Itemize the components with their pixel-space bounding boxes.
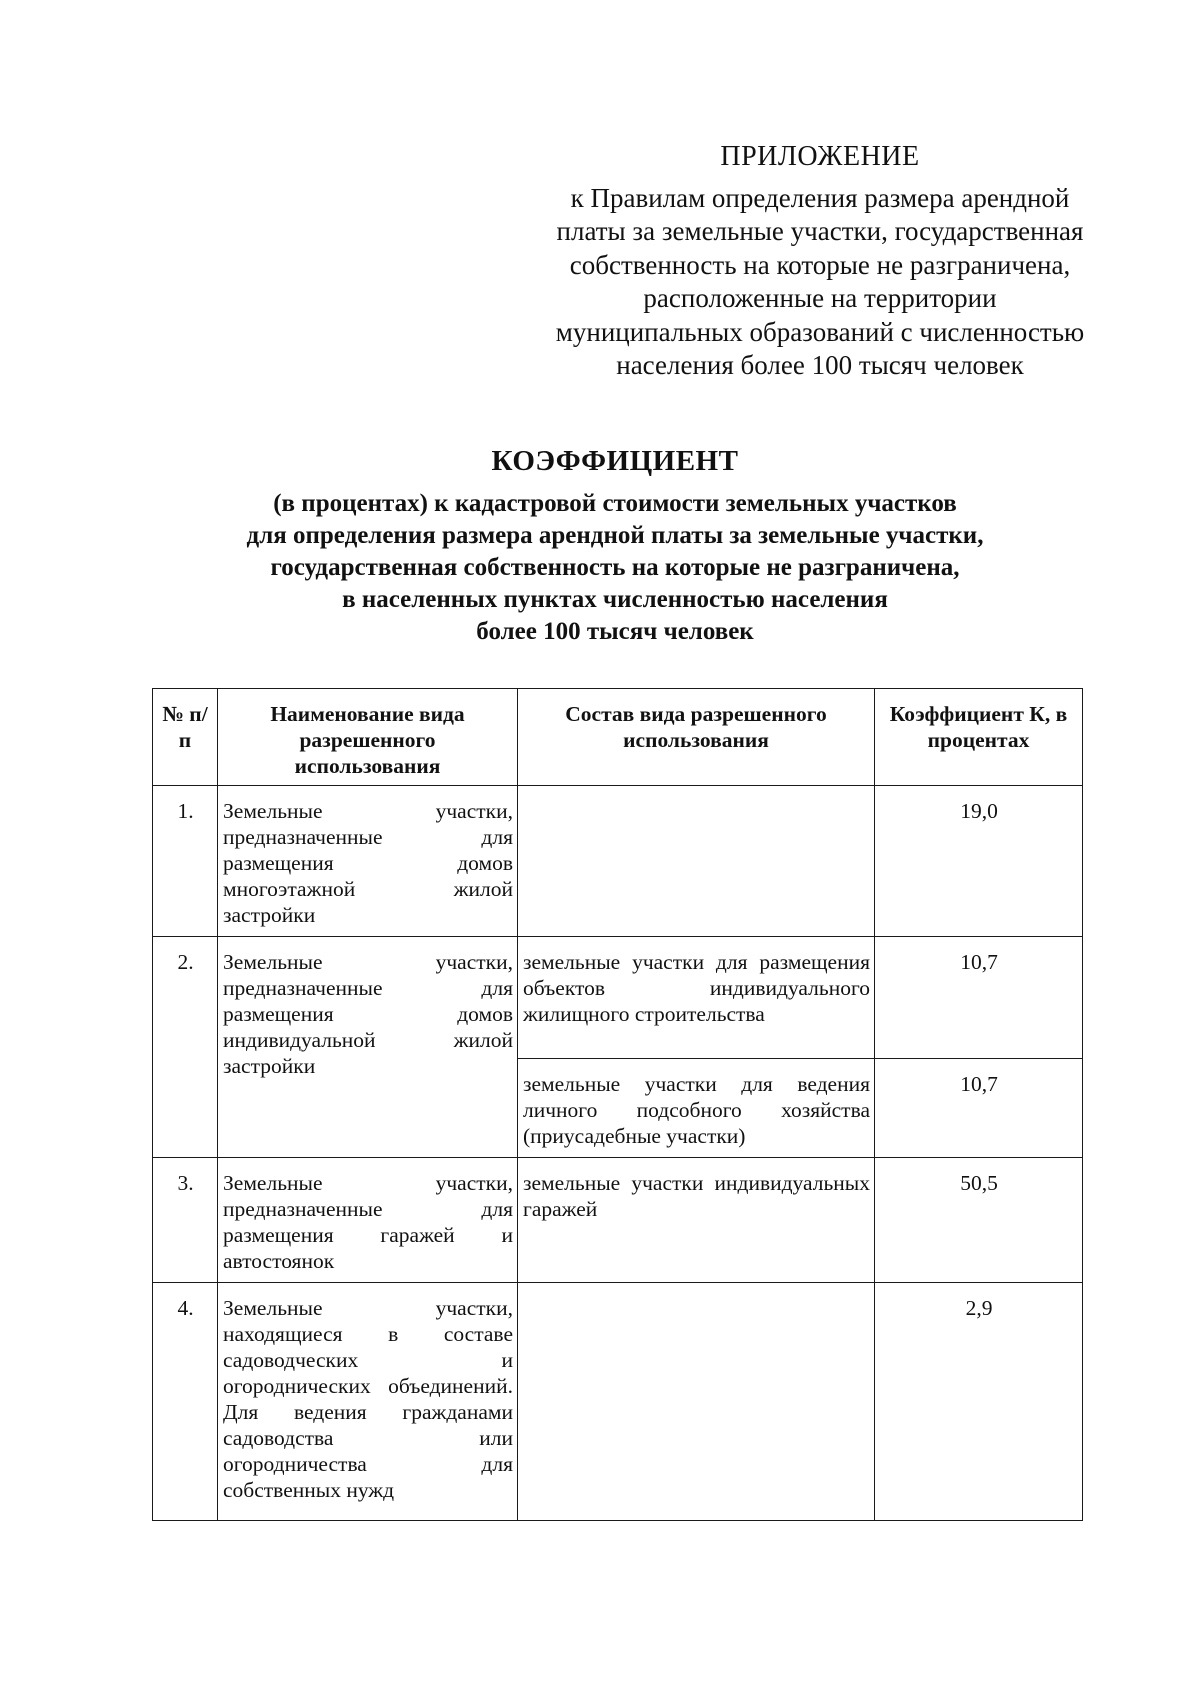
appendix-line: к Правилам определения размера арендной [570,182,1070,213]
row-num: 1. [153,786,218,937]
header-coefficient: Коэффициент К, в процентах [875,689,1083,786]
row-num: 3. [153,1158,218,1283]
appendix-line: собственность на которые не разграничена, [569,249,1071,280]
row-coefficient: 2,9 [875,1283,1083,1521]
title-line: для определения размера арендной платы за земельные участки, [246,522,984,549]
row-composition [518,786,875,937]
row-name: Земельные участки, предназначенные для размещения гаражей и автостоянок [218,1158,518,1283]
row-coefficient: 19,0 [875,786,1083,937]
appendix-heading: ПРИЛОЖЕНИЕ [720,141,920,172]
table-row [153,937,1083,1059]
row-composition: земельные участки для ведения личного подсобного хозяйства (приусадебные участки) [518,1059,875,1158]
row-coefficient: 50,5 [875,1158,1083,1283]
appendix-block [530,140,1110,383]
title-main: КОЭФФИЦИЕНТ [491,445,739,477]
row-num: 4. [153,1283,218,1521]
title-line: (в процентах) к кадастровой стоимости земельных участков [273,490,957,517]
header-num: № п/п [153,689,218,786]
row-name: Земельные участки, находящиеся в составе садоводческих и огороднических объединений. Для ведения гражданами садоводства или огородничества для собственных нужд [218,1283,518,1521]
row-coefficient: 10,7 [875,1059,1083,1158]
row-num: 2. [153,937,218,1158]
table-header-row [153,689,1083,786]
coefficient-table [152,688,1083,1521]
title-line: государственная собственность на которые не разграничена, [270,554,960,581]
row-composition [518,1283,875,1521]
appendix-line: муниципальных образований с численностью [555,316,1085,347]
row-coefficient: 10,7 [875,937,1083,1059]
header-name: Наименование вида разрешенного использования [218,689,518,786]
appendix-line: расположенные на территории [643,283,997,313]
row-name: Земельные участки, предназначенные для размещения домов индивидуальной жилой застройки [218,937,518,1158]
row-composition: земельные участки для размещения объектов индивидуального жилищного строительства [518,937,875,1059]
table-row [153,1283,1083,1521]
document-title [150,445,1080,648]
row-name: Земельные участки, предназначенные для размещения домов многоэтажной жилой застройки [218,786,518,937]
appendix-line: населения более 100 тысяч человек [616,350,1024,380]
title-line: более 100 тысяч человек [476,618,754,645]
row-composition: земельные участки индивидуальных гаражей [518,1158,875,1283]
title-line: в населенных пунктах численностью населения [342,586,888,613]
title-subtitle [150,488,1080,648]
table-row [153,1158,1083,1283]
appendix-line: платы за земельные участки, государственная [556,216,1084,246]
table-row [153,786,1083,937]
header-composition: Состав вида разрешенного использования [518,689,875,786]
